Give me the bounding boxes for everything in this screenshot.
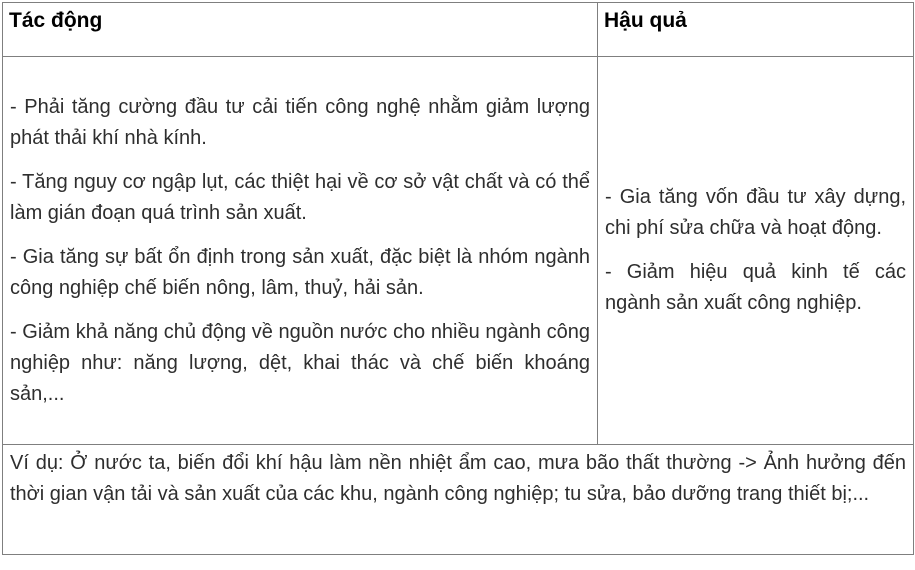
table-example-row: [3, 445, 914, 555]
impact-item: - Phải tăng cường đầu tư cải tiến công nghệ nhằm giảm lượng phát thải khí nhà kính.: [10, 95, 590, 149]
impact-item: - Tăng nguy cơ ngập lụt, các thiệt hại về cơ sở vật chất và có thể làm gián đoạn quá trình sản xuất.: [10, 170, 590, 224]
impact-consequence-table: [2, 2, 914, 555]
consequence-item: - Gia tăng vốn đầu tư xây dựng, chi phí sửa chữa và hoạt động.: [605, 186, 906, 239]
consequence-item: - Giảm hiệu quả kinh tế các ngành sản xuất công nghiệp.: [605, 261, 906, 314]
consequence-cell: [598, 57, 914, 445]
column-header-consequence: Hậu quả: [598, 3, 914, 57]
table-header-row: [3, 3, 914, 57]
column-header-impact: Tác động: [3, 3, 598, 57]
impact-item: - Gia tăng sự bất ổn định trong sản xuất, đặc biệt là nhóm ngành công nghiệp chế biến nông, lâm, thuỷ, hải sản.: [10, 245, 590, 299]
table-body-row: [3, 57, 914, 445]
example-cell: [3, 445, 914, 555]
example-text: Ví dụ: Ở nước ta, biến đổi khí hậu làm nền nhiệt ẩm cao, mưa bão thất thường -> Ảnh hưởng đến thời gian vận tải và sản xuất của các khu, ngành công nghiệp; tu sửa, bảo dưỡng trang thiết bị;...: [10, 452, 906, 505]
impact-cell: [3, 57, 598, 445]
impact-item: - Giảm khả năng chủ động về nguồn nước cho nhiều ngành công nghiệp như: năng lượng, dệt, khai thác và chế biến khoáng sản,...: [10, 320, 590, 405]
